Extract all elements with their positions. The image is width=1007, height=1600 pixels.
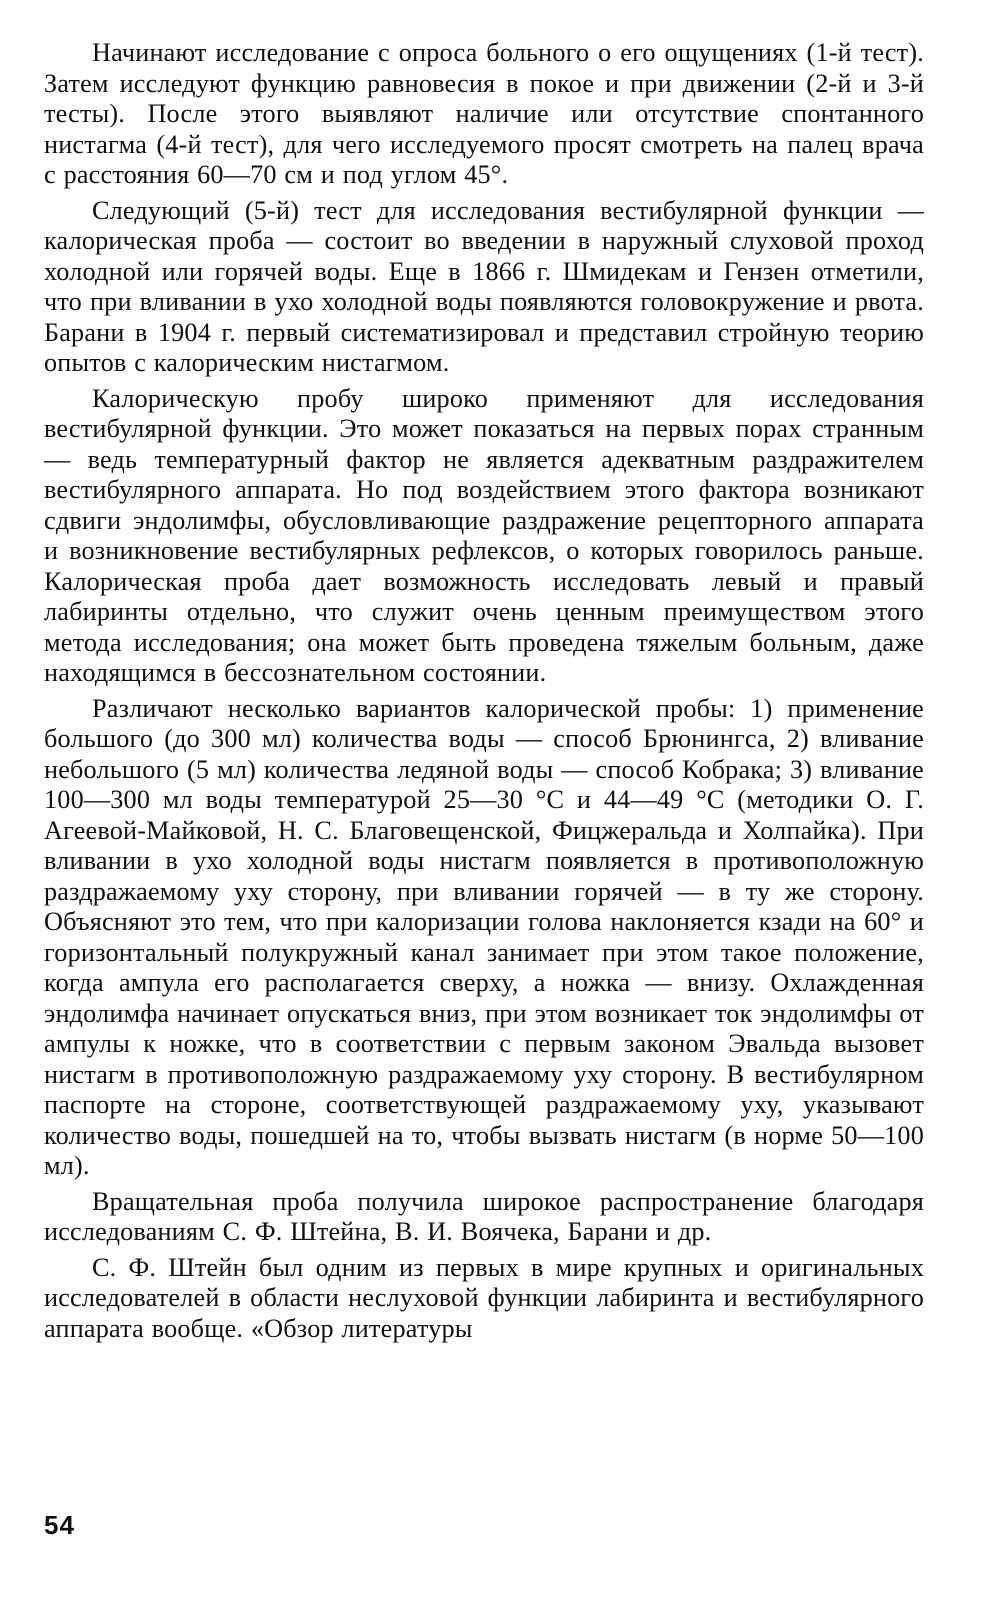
page-number: 54 bbox=[44, 1510, 75, 1540]
paragraph-caloric-usage: Калорическую пробу широко применяют для исследования вестибулярной функции. Это может показаться на первых порах странным — ведь температурный фактор не является адекватным раздражителем вестибулярного аппарата. Но под воздействием этого фактора возникают сдвиги эндолимфы, обусловливающие раздражение рецепторного аппарата и возникновение вестибулярных рефлексов, о которых говорилось раньше. Калорическая проба дает возможность исследовать левый и правый лабиринты отдельно, что служит очень ценным преимуществом этого метода исследования; она может быть проведена тяжелым больным, даже находящимся в бессознательном состоянии. bbox=[44, 383, 924, 687]
paragraph-caloric-variants: Различают несколько вариантов калорической пробы: 1) применение большого (до 300 мл) количества воды — способ Брюнингса, 2) вливание небольшого (5 мл) количества ледяной воды — способ Кобрака; 3) вливание 100—300 мл воды температурой 25—30 °С и 44—49 °С (методики О. Г. Агеевой-Майковой, Н. С. Благовещенской, Фицжеральда и Холпайка). При вливании в ухо холодной воды нистагм появляется в противоположную раздражаемому уху сторону, при вливании горячей — в ту же сторону. Объясняют это тем, что при калоризации голова наклоняется кзади на 60° и горизонтальный полукружный канал занимает при этом такое положение, когда ампула его располагается сверху, а ножка — внизу. Охлажденная эндолимфа начинает опускаться вниз, при этом возникает ток эндолимфы от ампулы к ножке, что в соответствии с первым законом Эвальда вызовет нистагм в противоположную раздражаемому уху сторону. В вестибулярном паспорте на стороне, соответствующей раздражаемому уху, указывают количество воды, пошедшей на то, чтобы вызвать нистагм (в норме 50—100 мл). bbox=[44, 693, 924, 1180]
paragraph-stein: С. Ф. Штейн был одним из первых в мире крупных и оригинальных исследователей в области неслуховой функции лабиринта и вестибулярного аппарата вообще. «Обзор литературы bbox=[44, 1252, 924, 1343]
paragraph-rotational-test: Вращательная проба получила широкое распространение благодаря исследованиям С. Ф. Штейна, В. И. Воячека, Барани и др. bbox=[44, 1186, 924, 1246]
page-text bbox=[44, 38, 924, 1349]
paragraph-caloric-test: Следующий (5-й) тест для исследования вестибулярной функции — калорическая проба — состоит во введении в наружный слуховой проход холодной или горячей воды. Еще в 1866 г. Шмидекам и Гензен отметили, что при вливании в ухо холодной воды появляются головокружение и рвота. Барани в 1904 г. первый систематизировал и представил стройную теорию опытов с калорическим нистагмом. bbox=[44, 195, 924, 377]
paragraph-tests-intro: Начинают исследование с опроса больного о его ощущениях (1-й тест). Затем исследуют функцию равновесия в покое и при движении (2-й и 3-й тесты). После этого выявляют наличие или отсутствие спонтанного нистагма (4-й тест), для чего исследуемого просят смотреть на палец врача с расстояния 60—70 см и под углом 45°. bbox=[44, 38, 924, 189]
